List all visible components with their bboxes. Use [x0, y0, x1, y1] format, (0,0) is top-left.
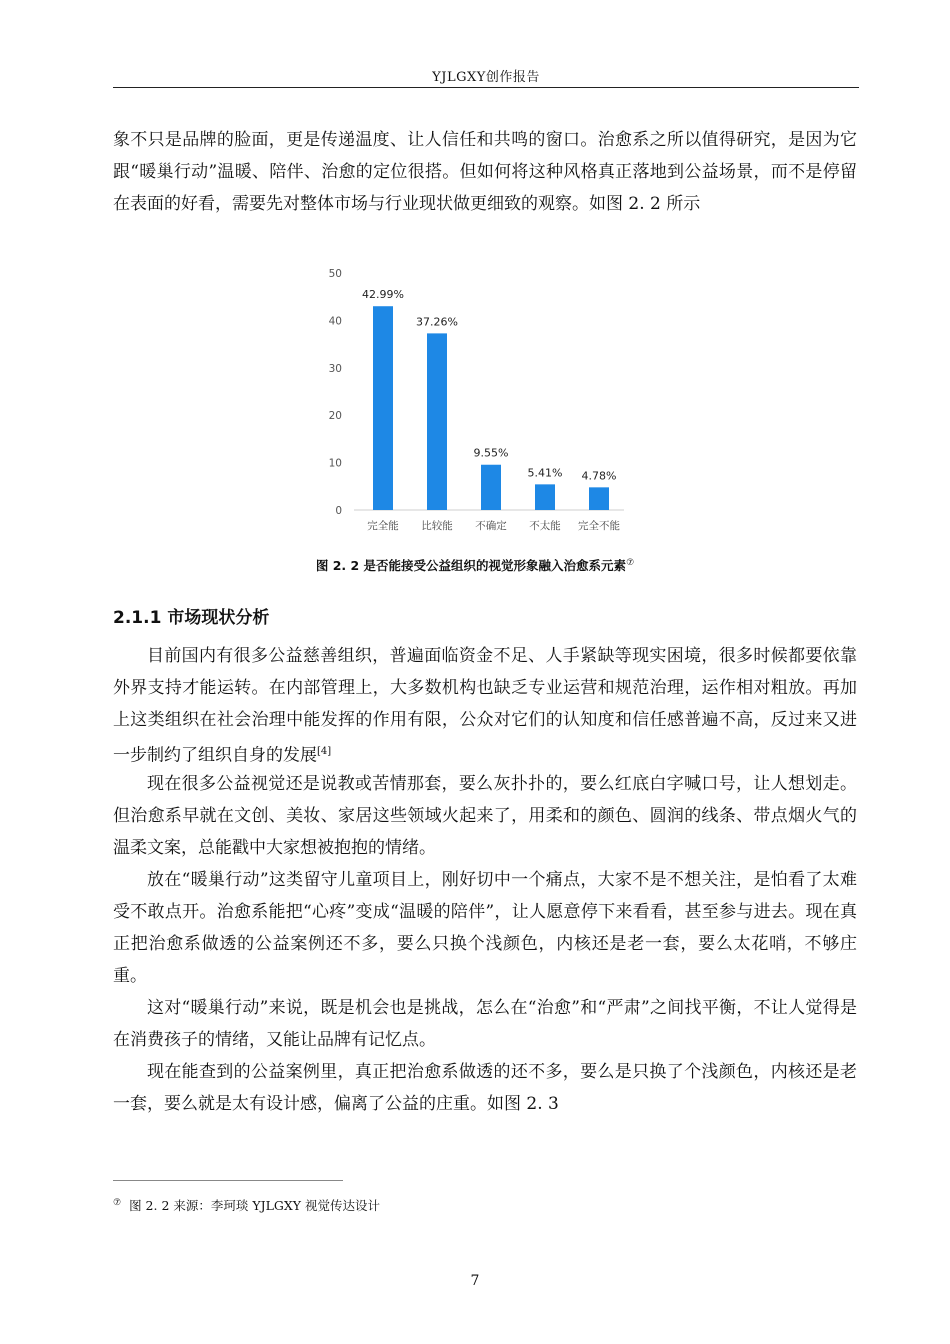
- bar-value-label: 42.99%: [362, 288, 404, 302]
- running-header: YJLGXY创作报告: [432, 70, 540, 85]
- page-number: 7: [470, 1273, 480, 1289]
- bar-value-label: 5.41%: [527, 466, 563, 480]
- x-tick-label: 不确定: [475, 520, 507, 532]
- x-tick-label: 完全能: [367, 520, 399, 532]
- body-paragraph-1-text: 目前国内有很多公益慈善组织，普遍面临资金不足、人手紧缺等现实困境，很多时候都要依靠外界支持才能运转。在内部管理上，大多数机构也缺乏专业运营和规范治理，运作相对粗放。再加上这类组织在社会治理中能发挥的作用有限，公众对它们的认知度和信任感普遍不高，反过来又进一步制约了组织自身的发展: [113, 646, 857, 766]
- body-paragraph-5: 现在能查到的公益案例里，真正把治愈系做透的还不多，要么是只换了个浅颜色，内核还是老一套，要么就是太有设计感，偏离了公益的庄重。如图 2. 3: [113, 1062, 857, 1114]
- header-rule: [113, 87, 859, 88]
- y-tick-label: 40: [328, 315, 342, 328]
- x-tick-label: 不太能: [529, 520, 561, 532]
- bar-1: [373, 306, 393, 510]
- body-paragraph-4: 这对“暖巢行动”来说，既是机会也是挑战，怎么在“治愈”和“严肃”之间找平衡，不让人觉得是在消费孩子的情绪，又能让品牌有记忆点。: [113, 998, 857, 1050]
- body-paragraph-1: [113, 640, 857, 772]
- bar-3: [481, 465, 501, 510]
- bar-2: [427, 333, 447, 510]
- intro-paragraph: 象不只是品牌的脸面，更是传递温度、让人信任和共鸣的窗口。治愈系之所以值得研究，是因为它跟“暖巢行动”温暖、陪伴、治愈的定位很搭。但如何将这种风格真正落地到公益场景，而不是停留在表面的好看，需要先对整体市场与行业现状做更细致的观察。如图 2. 2 所示: [113, 130, 857, 214]
- caption-footnote-mark: ⑦: [626, 557, 635, 568]
- y-tick-label: 20: [328, 410, 342, 423]
- footnote: [113, 1196, 380, 1214]
- bar-value-label: 4.78%: [581, 469, 617, 483]
- caption-text: 图 2. 2 是否能接受公益组织的视觉形象融入治愈系元素: [315, 558, 627, 573]
- data-labels-group: [362, 288, 616, 482]
- y-tick-label: 10: [328, 457, 342, 470]
- bar-5: [589, 487, 609, 510]
- bar-value-label: 37.26%: [416, 315, 458, 329]
- citation-ref: [4]: [317, 746, 332, 757]
- footnote-mark: ⑦: [113, 1197, 122, 1208]
- bar-4: [535, 484, 555, 510]
- bar-chart: [318, 260, 638, 542]
- bars-group: [373, 306, 609, 510]
- section-heading: 2.1.1 市场现状分析: [113, 608, 270, 628]
- y-tick-label: 50: [328, 268, 342, 280]
- x-tick-label: 完全不能: [578, 520, 620, 532]
- x-axis-labels: [367, 519, 620, 532]
- footnote-text: 图 2. 2 来源：李珂琰 YJLGXY 视觉传达设计: [129, 1198, 381, 1213]
- body-paragraph-3: 放在“暖巢行动”这类留守儿童项目上，刚好切中一个痛点，大家不是不想关注，是怕看了太难受不敢点开。治愈系能把“心疼”变成“温暖的陪伴”，让人愿意停下来看看，甚至参与进去。现在真正把治愈系做透的公益案例还不多，要么只换个浅颜色，内核还是老一套，要么太花哨，不够庄重。: [113, 870, 857, 986]
- footnote-rule: [113, 1180, 343, 1181]
- figure-caption: [0, 556, 950, 574]
- y-tick-label: 0: [335, 505, 342, 517]
- y-axis: [329, 268, 342, 517]
- y-tick-label: 30: [328, 362, 342, 375]
- x-tick-label: 比较能: [421, 520, 453, 532]
- bar-value-label: 9.55%: [473, 446, 509, 460]
- body-paragraph-2: 现在很多公益视觉还是说教或苦情那套，要么灰扑扑的，要么红底白字喊口号，让人想划走。但治愈系早就在文创、美妆、家居这些领域火起来了，用柔和的颜色、圆润的线条、带点烟火气的温柔文案，总能戳中大家想被抱抱的情绪。: [113, 774, 857, 858]
